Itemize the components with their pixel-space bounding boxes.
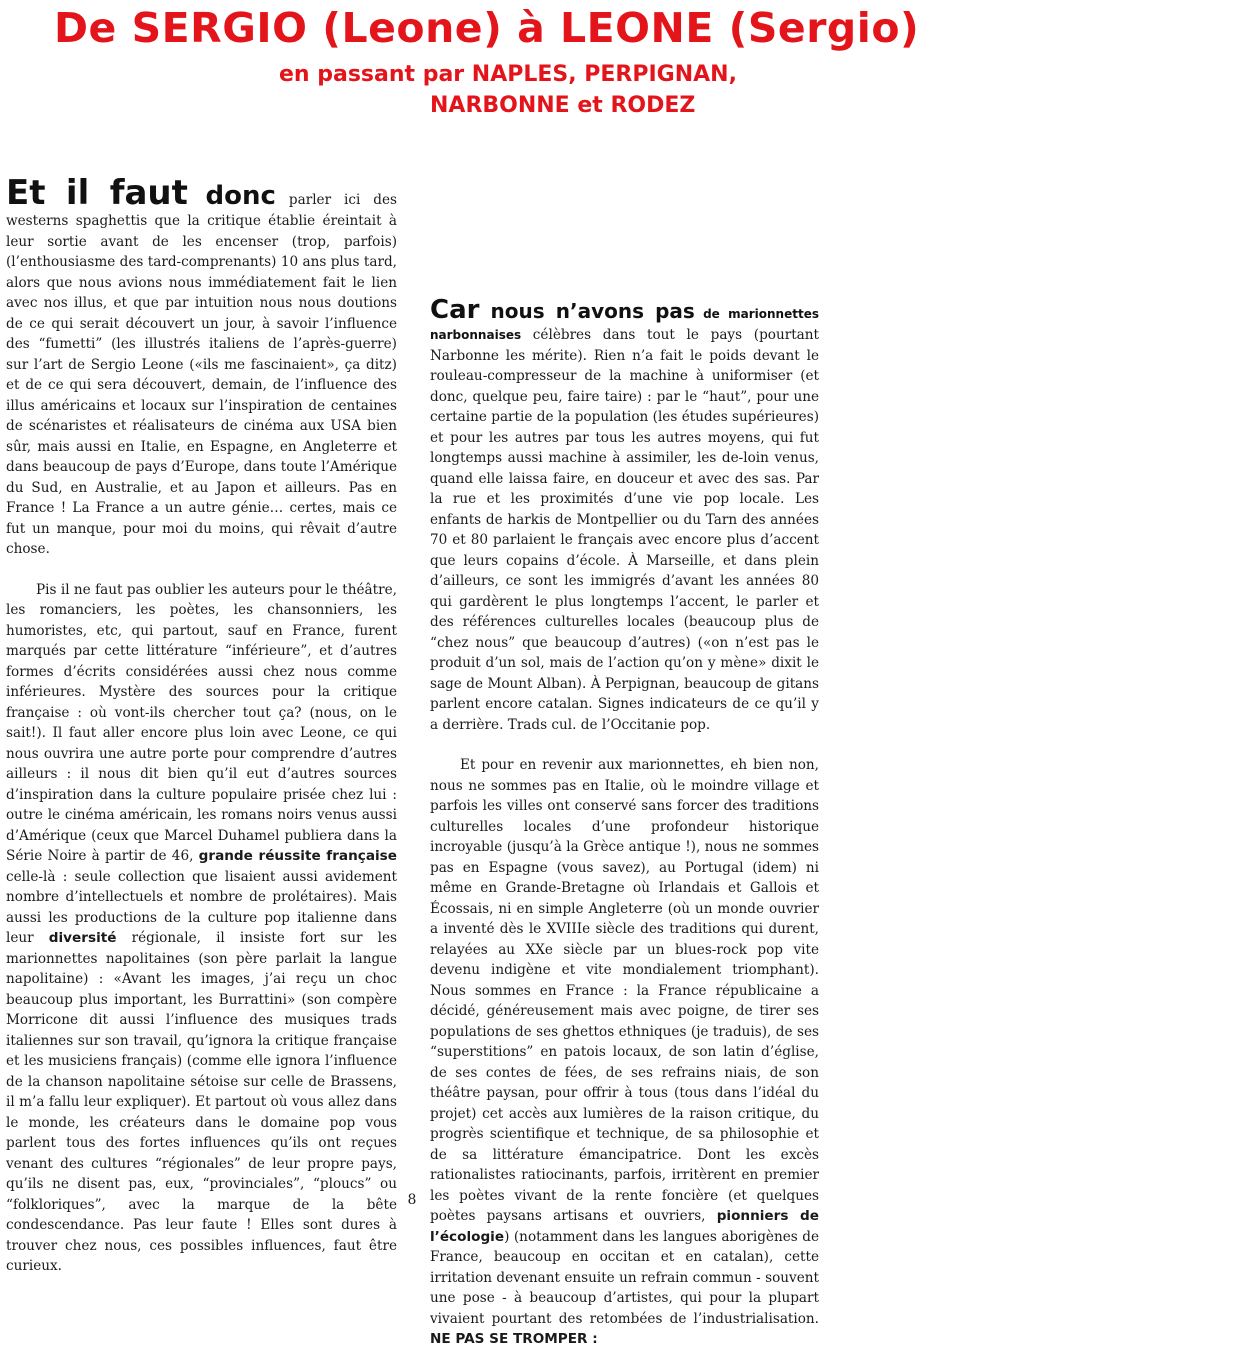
right-paragraph-2-text-c: ) (notamment dans les langues aborigènes de France, beaucoup en occitan et en catalan), cette irritation devenant ensuite un refrain commun - souvent une pose - à beaucoup d’artistes, qui pour la plupart vivaient pourtant des retombées de l’industrialisation. xyxy=(430,1228,819,1327)
right-paragraph-2-bold-b: NE PAS SE TROMPER : xyxy=(430,1331,598,1347)
article-subtitle-line-2: NARBONNE et RODEZ xyxy=(430,93,696,118)
page-number: 8 xyxy=(407,1192,417,1208)
left-paragraph-1 xyxy=(6,173,397,560)
article-title: De SERGIO (Leone) à LEONE (Sergio) xyxy=(54,4,920,52)
right-paragraph-2 xyxy=(430,755,819,1350)
right-lead-big: Car xyxy=(430,295,480,325)
left-lead-mid: donc xyxy=(187,181,276,211)
left-paragraph-2 xyxy=(6,580,397,1277)
left-column xyxy=(6,173,398,1277)
left-paragraph-2-text-e: régionale, il insiste fort sur les marionnettes napolitaines (son père parlait la langue napolitaine) : «Avant les images, j’ai reçu un choc beaucoup plus important, les Burrattini» (son compère Morricone dit aussi l’influence des musiques trads italiennes sur son travail, qu’ignora la critique française et les musiciens français) (comme elle ignora l’influence de la chanson napolitaine sétoise sur celle de Brassens, il m’a fallu leur expliquer). Et partout où vous allez dans le monde, les créateurs dans le domaine pop vous parlent tous des fortes influences qu’ils ont reçues venant des cultures “régionales” de leur propre pays, qu’ils ne disent pas, eux, “provinciales”, “ploucs” ou “folkloriques”, avec la marque de la bête condescendance. Pas leur faute ! Elles sont dures à trouver chez nous, ces possibles influences, faut être curieux. xyxy=(6,930,398,1274)
left-paragraph-2-text-c: celle-là : seule collection que lisaient aussi avidement nombre d’intellectuels et nombre de prolétaires). Mais aussi les productions de la culture pop italienne dans leur xyxy=(6,868,397,946)
right-paragraph-1-text: célèbres dans tout le pays (pourtant Narbonne les mérite). Rien n’a fait le poids devant le rouleau-compresseur de la machine à uniformiser (et donc, quelque peu, faire taire) : par le “haut”, pour une certaine partie de la population (les études supérieures) et pour les autres par tous les autres moyens, qui fut longtemps aussi machine à assimiler, les de-loin venus, quand elle laissa faire, en douceur et avec des sas. Par la rue et les proximités d’une vie pop locale. Les enfants de harkis de Montpellier ou du Tarn des années 70 et 80 parlaient le français avec encore plus d’accent que leurs copains d’école. À Marseille, et dans plein d’ailleurs, ce sont les immigrés d’avant les années 80 qui gardèrent le plus longtemps l’accent, le parler et des références culturelles locales (beaucoup plus de “chez nous” que beaucoup d’autres) («on n’est pas le produit d’un sol, mais de l’action qu’on y mène» dixit le sage de Mount Alban). À Perpignan, beaucoup de gitans parlent encore catalan. Signes indicateurs de ce qu’il y a derrière. Trads cul. de l’Occitanie pop. xyxy=(430,327,819,733)
right-paragraph-2-bold-a: pionniers de l’écologie xyxy=(430,1208,819,1245)
left-paragraph-2-bold-a: grande réussite française xyxy=(198,848,397,864)
right-lead-mid: nous xyxy=(479,299,545,323)
right-lead-small: de marionnettes narbonnaises xyxy=(430,307,819,342)
article-subtitle-line-1: en passant par NAPLES, PERPIGNAN, xyxy=(279,62,737,87)
left-paragraph-1-text: parler ici des westerns spaghettis que la critique établie éreintait à leur sortie avant de les encenser (trop, parfois) (l’enthousiasme des tard-comprenants) 10 ans plus tard, alors que nous avions nous immédiatement fait le lien avec nos illus, et que par intuition nous nous doutions de ce qui serait découvert un jour, à savoir l’influence des “fumetti” (les illustrés italiens de l’après-guerre) sur l’art de Sergio Leone («ils me fascinaient», ça ditz) et de ce qui sera découvert, demain, de l’influence des illus américains et locaux sur l’inspiration de centaines de scénaristes et réalisateurs de cinéma aux USA bien sûr, mais aussi en Italie, en Espagne, en Angleterre et dans beaucoup de pays d’Europe, dans toute l’Amérique du Sud, en Australie, et au Japon et ailleurs. Pas en France ! La France a un autre génie… certes, mais ce fut un manque, pour moi du moins, qui rêvait d’autre chose. xyxy=(6,192,397,557)
right-lead-mid-2: n’avons pas xyxy=(544,299,695,323)
right-paragraph-2-text-a: Et pour en revenir aux marionnettes, eh bien non, nous ne sommes pas en Italie, où le moindre village et parfois les villes ont conservé sans forcer des traditions culturelles locales d’une profondeur historique incroyable (jusqu’à la Grèce antique !), nous ne sommes pas en Espagne (vous savez), au Portugal (idem) ni même en Grande-Bretagne où Irlandais et Gallois et Écossais, ni en simple Angleterre (où un monde ouvrier a inventé dès le XVIIIe siècle des traditions qui durent, relayées au XXe siècle par un blues-rock pop vite devenu indigène et vite mondialement triomphant). Nous sommes en France : la France républicaine a décidé, généreusement mais avec poigne, de tirer ses populations de ses ghettos ethniques (je traduis), de ses “superstitions” en patois locaux, de son latin d’église, de ses contes de fées, de ses refrains niais, de son théâtre paysan, pour offrir à tous (tous dans l’idéal du projet) cet accès aux lumières de la raison critique, du progrès scientifique et technique, de sa philosophie et de sa littérature émancipatrice. Dont les excès rationalistes ratiocinants, parfois, irritèrent en premier les poètes vivant de la rente foncière (et quelques poètes paysans artisans et ouvriers, xyxy=(430,757,819,1224)
left-lead-big: Et il faut xyxy=(6,173,188,213)
left-paragraph-2-text-a: Pis il ne faut pas oublier les auteurs pour le théâtre, les romanciers, les poètes, les chansonniers, les humoristes, etc, qui partout, sauf en France, furent marqués par cette littérature “inférieure”, et d’autres formes d’écrits considérées aussi chez nous comme inférieures. Mystère des sources pour la critique française : où vont-ils chercher tout ça? (nous, on le sait!). Il faut aller encore plus loin avec Leone, ce qui nous ouvrira une autre porte pour comprendre d’autres ailleurs : il nous dit bien qu’il eut d’autres sources d’inspiration dans la culture populaire prisée chez lui : outre le cinéma américain, les romans noirs venus aussi d’Amérique (ceux que Marcel Duhamel publiera dans la Série Noire à partir de 46, xyxy=(6,581,397,864)
left-paragraph-2-bold-b: diversité xyxy=(48,930,117,946)
right-paragraph-1 xyxy=(430,295,819,735)
